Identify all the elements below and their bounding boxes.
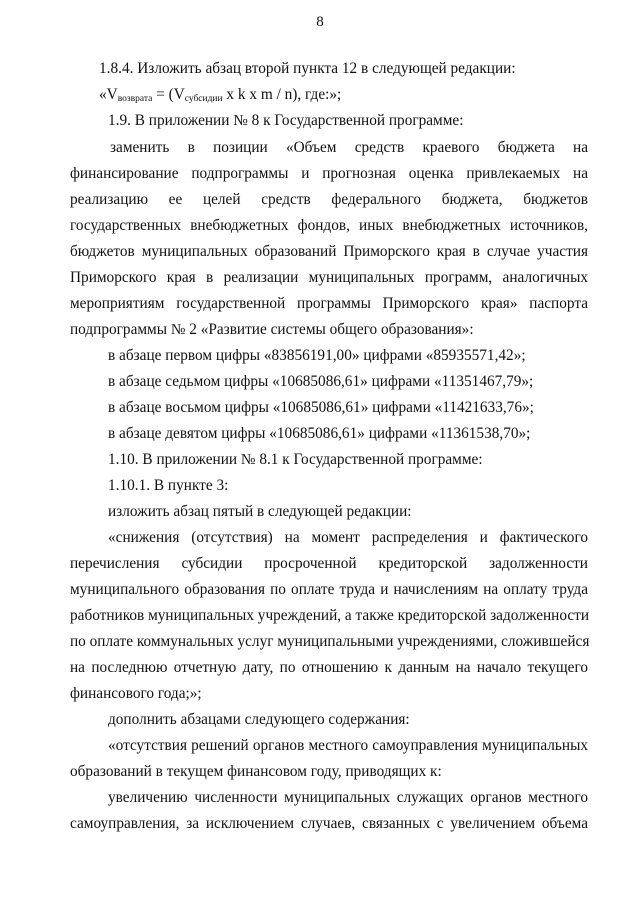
formula-sub-return: возврата	[117, 94, 153, 104]
paragraph-line: мероприятиям государственной программы Приморского края» паспорта	[70, 295, 588, 312]
paragraph-line: бюджетов муниципальных образований Приморского края в случае участия	[70, 243, 588, 260]
paragraph-line: «снижения (отсутствия) на момент распределения и фактического	[108, 529, 588, 546]
paragraph-line: муниципального образования по оплате труда и начислениям на оплату труда	[70, 581, 588, 598]
formula-tail: x k x m / n), где:»;	[222, 86, 342, 103]
item-1-8-4: 1.8.4. Изложить абзац второй пункта 12 в следующей редакции:	[99, 60, 516, 77]
paragraph-line: увеличению численности муниципальных служащих органов местного	[108, 789, 588, 806]
paragraph-line: финансового года;»;	[70, 685, 202, 702]
formula-line	[99, 86, 341, 108]
item-1-10-1: 1.10.1. В пункте 3:	[108, 477, 229, 494]
replacement-item: в абзаце седьмом цифры «10685086,61» цифрами «11351467,79»;	[108, 373, 534, 390]
replacement-item: в абзаце первом цифры «83856191,00» цифрами «85935571,42»;	[108, 347, 526, 364]
add-paragraphs: дополнить абзацами следующего содержания:	[108, 711, 410, 728]
paragraph-line: самоуправления, за исключением случаев, связанных с увеличением объема	[70, 815, 588, 832]
set-paragraph-5: изложить абзац пятый в следующей редакции:	[108, 503, 412, 520]
paragraph-line: заменить в позиции «Объем средств краевого бюджета на	[110, 139, 588, 156]
formula-sub-subsidy: субсидии	[184, 94, 223, 104]
item-1-9: 1.9. В приложении № 8 к Государственной программе:	[108, 112, 464, 129]
formula-open: «V	[99, 86, 118, 103]
replacement-item: в абзаце восьмом цифры «10685086,61» цифрами «11421633,76»;	[108, 399, 534, 416]
formula-mid: = (V	[152, 86, 185, 103]
paragraph-line: «отсутствия решений органов местного самоуправления муниципальных	[108, 737, 588, 754]
paragraph-line: на последнюю отчетную дату, по отношению к данным на начало текущего	[70, 659, 588, 676]
paragraph-line: образований в текущем финансовом году, приводящих к:	[70, 763, 442, 780]
paragraph-line: подпрограммы № 2 «Развитие системы общего образования»:	[70, 321, 474, 338]
paragraph-line: Приморского края в реализации муниципальных программ, аналогичных	[70, 269, 588, 286]
paragraph-line: перечисления субсидии просроченной кредиторской задолженности	[70, 555, 588, 572]
item-1-10: 1.10. В приложении № 8.1 к Государственной программе:	[108, 451, 483, 468]
replacement-item: в абзаце девятом цифры «10685086,61» цифрами «11361538,70»;	[108, 425, 531, 442]
paragraph-line: реализацию ее целей средств федерального бюджета, бюджетов	[70, 191, 588, 208]
page-number: 8	[316, 14, 324, 30]
paragraph-line: работников муниципальных учреждений, а также кредиторской задолженности	[70, 607, 590, 624]
paragraph-line: финансирование подпрограммы и прогнозная оценка привлекаемых на	[70, 165, 588, 182]
paragraph-line: государственных внебюджетных фондов, иных внебюджетных источников,	[70, 217, 588, 234]
paragraph-line: по оплате коммунальных услуг муниципальными учреждениями, сложившейся	[70, 633, 590, 650]
